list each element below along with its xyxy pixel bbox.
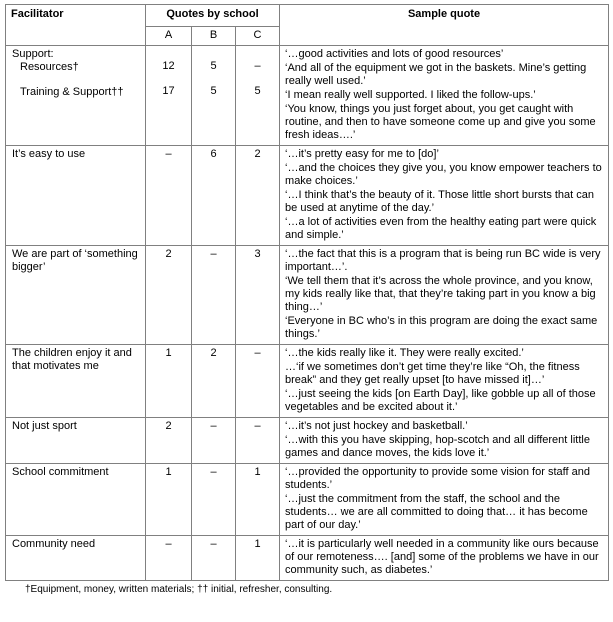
count-school-b (192, 146, 236, 246)
count-school-a (146, 536, 192, 581)
count-school-c (236, 345, 280, 418)
facilitator-cell (6, 464, 146, 536)
sample-quote: ‘…good activities and lots of good resources’ (285, 48, 504, 60)
facilitator-cell (6, 246, 146, 345)
table-row (6, 536, 609, 581)
table-row (6, 146, 609, 246)
count-value: 6 (210, 148, 217, 160)
count-value (192, 73, 235, 85)
count-value: 3 (254, 248, 261, 260)
count-school-a (146, 464, 192, 536)
count-value (146, 73, 191, 85)
sample-quote: ‘…a lot of activities even from the healthy eating part were quick and simple.’ (285, 216, 597, 241)
count-school-b (192, 246, 236, 345)
facilitator-cell (6, 146, 146, 246)
sample-quote: ‘…I think that’s the beauty of it. Those little short bursts that can be used at anytime of the day.’ (285, 189, 595, 214)
count-value: 1 (165, 347, 172, 359)
sample-quote: ‘I mean really well supported. I liked the follow-ups.’ (285, 89, 536, 101)
sample-quote: ‘…it is particularly well needed in a community like ours because of our remoteness…. [and] some of the problems we have in our community such, as diabetes.’ (285, 538, 599, 576)
count-school-a (146, 418, 192, 464)
count-value: 17 (162, 85, 175, 97)
school-c-header: C (236, 27, 280, 46)
sample-quote: ‘…just the commitment from the staff, the school and the students… we are all committed to doing that… it has become part of our day.’ (285, 493, 588, 531)
facilitators-table (5, 4, 609, 581)
header-sample-quote: Sample quote (280, 5, 609, 46)
sample-quote-cell (280, 418, 609, 464)
sample-quote: ‘We tell them that it’s across the whole province, and you know, my kids really like that, that they’re taking part in you know a big thing…’ (285, 275, 596, 313)
count-value (146, 48, 191, 60)
table-row (6, 345, 609, 418)
count-school-c (236, 418, 280, 464)
footnote: †Equipment, money, written materials; †† initial, refresher, consulting. (25, 584, 333, 595)
count-school-b (192, 345, 236, 418)
count-value (192, 48, 235, 60)
count-school-b (192, 46, 236, 146)
count-value: 5 (210, 85, 217, 97)
sample-quote-cell (280, 464, 609, 536)
facilitator-label: Training & Support†† (20, 86, 124, 98)
count-value: 2 (165, 248, 172, 260)
header-quotes-by-school: Quotes by school (146, 5, 280, 27)
count-value: – (210, 420, 217, 432)
table-body (6, 46, 609, 581)
count-value: – (210, 248, 217, 260)
count-value: – (165, 148, 172, 160)
count-school-a (146, 46, 192, 146)
count-school-a (146, 345, 192, 418)
count-value: 2 (254, 148, 261, 160)
count-value: – (165, 538, 172, 550)
table-row (6, 418, 609, 464)
school-a-header: A (146, 27, 192, 46)
count-value (236, 73, 279, 85)
facilitator-label: Resources† (20, 61, 79, 73)
header-facilitator: Facilitator (6, 5, 146, 46)
count-value: – (254, 347, 261, 359)
count-value: 1 (254, 538, 261, 550)
facilitator-label: It’s easy to use (12, 148, 86, 160)
sample-quote: ‘You know, things you just forget about, you get caught with routine, and then to have someone come up and give you some fresh ideas….’ (285, 103, 596, 141)
count-value: 5 (254, 85, 261, 97)
facilitator-label: School commitment (12, 466, 109, 478)
sample-quote: ‘…with this you have skipping, hop-scotch and all different little games and dance moves, the kids love it.’ (285, 434, 590, 459)
sample-quote: ‘…provided the opportunity to provide some vision for staff and students.’ (285, 466, 590, 491)
count-school-a (146, 246, 192, 345)
sample-quote-cell (280, 246, 609, 345)
facilitator-cell (6, 536, 146, 581)
sample-quote-cell (280, 536, 609, 581)
facilitator-cell (6, 46, 146, 146)
count-value (236, 48, 279, 60)
sample-quote: ‘Everyone in BC who’s in this program are doing the exact same things.’ (285, 315, 598, 340)
count-value: 1 (165, 466, 172, 478)
count-value: – (254, 60, 261, 72)
count-school-c (236, 146, 280, 246)
facilitator-cell (6, 345, 146, 418)
sample-quote: ‘…it’s not just hockey and basketball.’ (285, 420, 468, 432)
count-value: – (210, 466, 217, 478)
count-value: 5 (210, 60, 217, 72)
count-value: 1 (254, 466, 261, 478)
sample-quote-cell (280, 46, 609, 146)
sample-quote: ‘…the fact that this is a program that is being run BC wide is very important…’. (285, 248, 601, 273)
facilitator-label: Not just sport (12, 420, 77, 432)
sample-quote: ‘…just seeing the kids [on Earth Day], like gobble up all of those vegetables and be excited about it.’ (285, 388, 596, 413)
count-value: – (254, 420, 261, 432)
sample-quote: …‘if we sometimes don’t get time they’re like “Oh, the fitness break” and they get really upset [to have missed it]…’ (285, 361, 580, 386)
sample-quote: ‘…the kids really like it. They were really excited.’ (285, 347, 524, 359)
count-value: 2 (210, 347, 217, 359)
table-row (6, 46, 609, 146)
count-value: 12 (162, 60, 175, 72)
sample-quote: ‘…it’s pretty easy for me to [do]’ (285, 148, 439, 160)
count-school-c (236, 464, 280, 536)
sample-quote-cell (280, 146, 609, 246)
school-b-header: B (192, 27, 236, 46)
count-school-c (236, 536, 280, 581)
table-row (6, 246, 609, 345)
facilitator-cell (6, 418, 146, 464)
count-school-b (192, 418, 236, 464)
facilitator-label: We are part of ‘something bigger’ (12, 248, 138, 273)
sample-quote-cell (280, 345, 609, 418)
count-school-b (192, 536, 236, 581)
count-value: 2 (165, 420, 172, 432)
facilitator-label: Support: (12, 48, 54, 60)
count-value: – (210, 538, 217, 550)
count-school-a (146, 146, 192, 246)
header-row (6, 5, 609, 27)
sample-quote: ‘…and the choices they give you, you know empower teachers to make choices.’ (285, 162, 602, 187)
facilitator-label (12, 74, 140, 86)
document (5, 4, 608, 596)
facilitator-label: Community need (12, 538, 96, 550)
sample-quote: ‘And all of the equipment we got in the baskets. Mine’s getting really well used.’ (285, 62, 587, 87)
table-row (6, 464, 609, 536)
count-school-c (236, 246, 280, 345)
count-school-c (236, 46, 280, 146)
facilitator-label: The children enjoy it and that motivates me (12, 347, 132, 372)
count-school-b (192, 464, 236, 536)
